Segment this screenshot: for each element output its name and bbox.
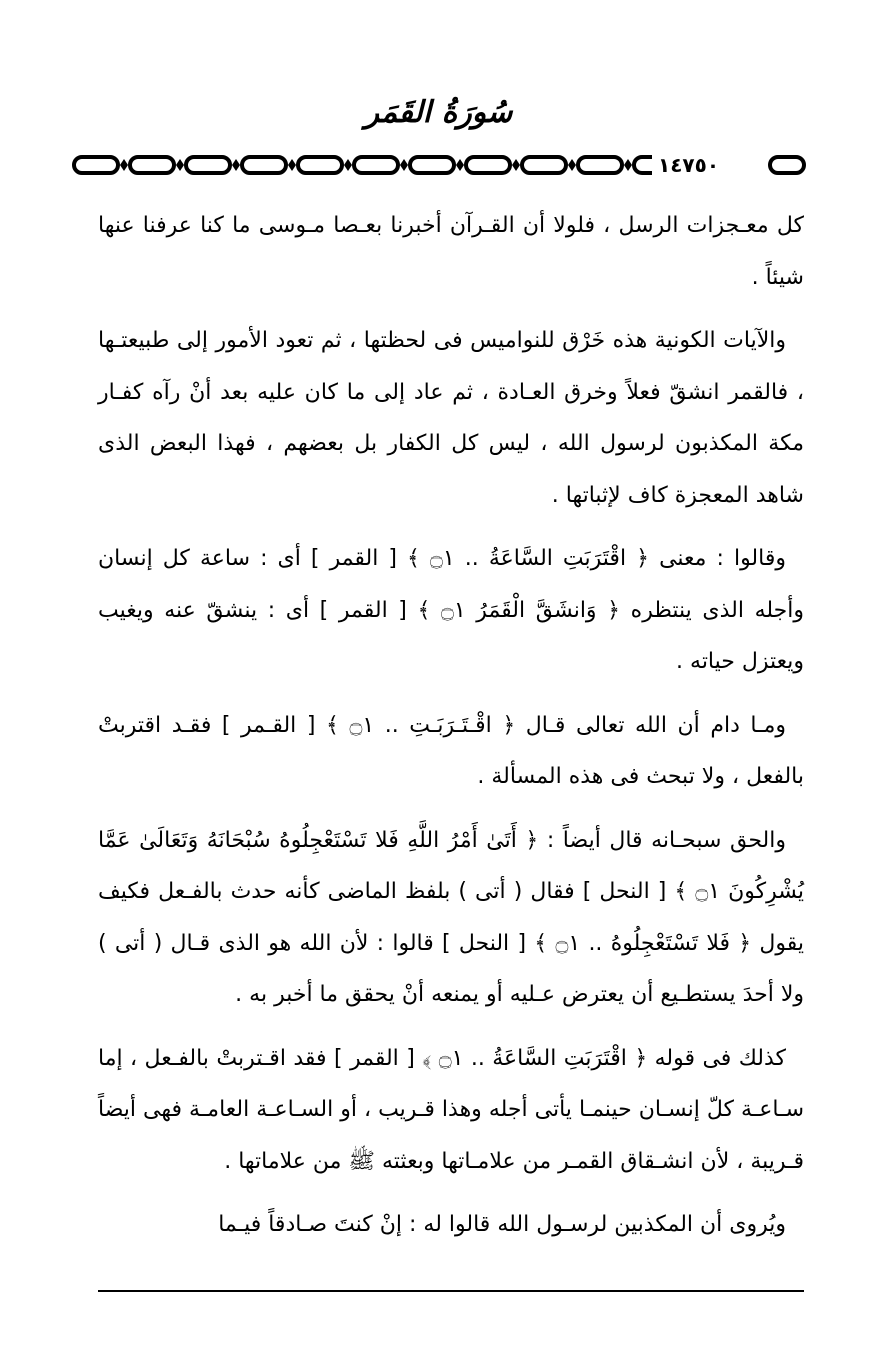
paragraph: والحق سبحـانه قال أيضاً : ﴿ أَتَىٰ أَمْرُ اللَّهِ فَلا تَسْتَعْجِلُوهُ سُبْحَانَهُ وَتَعَالَىٰ عَمَّا يُشْرِكُونَ ۝١ ﴾ [ النحل ] فقال ( أتى ) بلفظ الماضى كأنه حدث بالفـعل فكيف يقول ﴿ فَلا تَسْتَعْجِلُوهُ .. ۝١ ﴾ [ النحل ] قالوا : لأن الله هو الذى قـال ( أتى ) ولا أحدَ يستطـيع أن يعترض عـليه أو يمنعه أنْ يحقق ما أخبر به . [98,827,805,1007]
paragraph: وقالوا : معنى ﴿ اقْتَرَبَتِ السَّاعَةُ .. ۝١ ﴾ [ القمر ] أى : ساعة كل إنسان وأجله الذى ينتظره ﴿ وَانشَقَّ الْقَمَرُ ۝١ ﴾ [ القمر ] أى : ينشقّ عنه ويغيب ويعتزل حياته . [98,546,804,674]
footer-divider [98,1290,804,1292]
paragraph: ومـا دام أن الله تعالى قـال ﴿ اقْـتَـرَبَـتِ .. ۝١ ﴾ [ القـمر ] فقـد اقتربتْ بالفعل ، ولا تبحث فى هذه المسألة . [98,712,804,789]
paragraph: والآيات الكونية هذه خَرْق للنواميس فى لحظتها ، ثم تعود الأمور إلى طبيعتـها ، فالقمر انشقّ فعلاً وخرق العـادة ، ثم عاد إلى ما كان عليه بعد أنْ رآه كفـار مكة المكذبون لرسول الله ، ليس كل الكفار بل بعضهم ، فهذا البعض الذى شاهد المعجزة كاف لإثباتها . [98,328,804,508]
page-body [98,200,804,1263]
paragraph: كذلك فى قوله ﴿ اقْتَرَبَتِ السَّاعَةُ .. ۝١ ﴾ [ القمر ] فقد اقـتربتْ بالفـعل ، إما سـاعـة كلّ إنسـان حينمـا يأتى أجله وهذا قـريب ، أو السـاعـة العامـة فهى أيضاً قـريبة ، لأن انشـقاق القمـر من علامـاتها وبعثته ﷺ من علاماتها . [98,1045,804,1174]
paragraph: ويُروى أن المكذبين لرسـول الله قالوا له : إنْ كنتَ صـادقاً فيـما [218,1212,786,1237]
surah-title: سُورَةُ القَمَر [364,95,513,130]
page-number: ١٤٧٥٠ [652,152,725,178]
paragraph: كل معـجزات الرسل ، فلولا أن القـرآن أخبرنا بعـصا مـوسى ما كنا عرفنا عنها شيئاً . [98,213,804,290]
